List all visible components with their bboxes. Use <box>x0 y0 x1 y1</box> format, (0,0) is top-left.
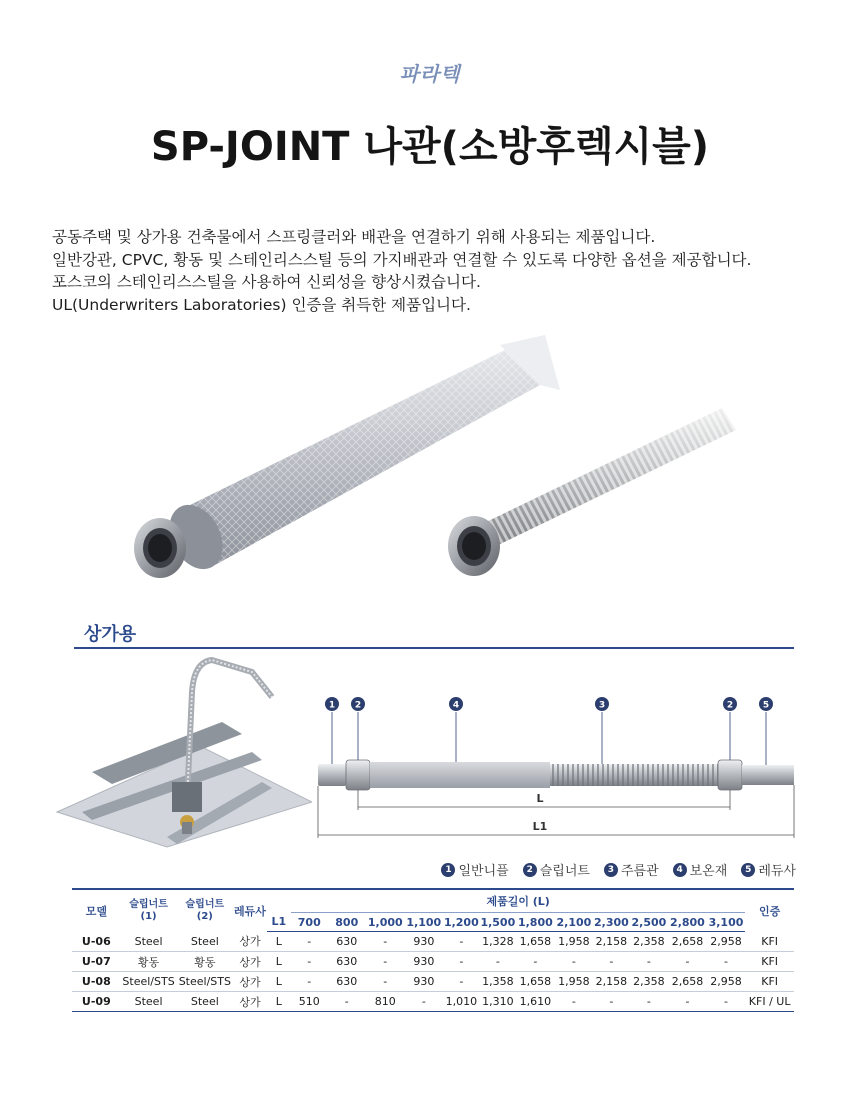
length-cell: 1,958 <box>555 972 594 992</box>
legend-number-icon: 5 <box>741 863 755 877</box>
description-line: 공동주택 및 상가용 건축물에서 스프링클러와 배관을 연결하기 위해 사용되는 제품입니다. <box>52 228 656 246</box>
certification-cell: KFI <box>745 952 794 972</box>
certification-cell: KFI <box>745 932 794 952</box>
length-cell: - <box>630 992 669 1012</box>
reducer-part <box>742 765 794 785</box>
blank-header <box>267 889 291 913</box>
part-marker-label: 5 <box>762 700 770 711</box>
length-cell: 1,328 <box>480 932 517 952</box>
slip-nut-left-part <box>346 760 370 790</box>
length-cell: 810 <box>366 992 405 1012</box>
dimension-L1: L1 <box>532 820 548 833</box>
length-cell: 2,958 <box>707 972 746 992</box>
part-marker-label: 1 <box>328 700 336 711</box>
length-header: 2,800 <box>668 913 707 932</box>
description-line: 포스코의 스테인리스스틸을 사용하여 신뢰성을 향상시켰습니다. <box>52 273 481 291</box>
certification-header: 인증 <box>759 904 781 918</box>
legend-number-icon: 1 <box>441 863 455 877</box>
length-cell: 1,010 <box>443 992 480 1012</box>
length-cell: - <box>593 992 630 1012</box>
length-cell: - <box>707 952 746 972</box>
reducer-cell: 상가 <box>233 992 266 1012</box>
slip-nut-1-cell: 황동 <box>121 952 177 972</box>
length-cell: L <box>267 932 291 952</box>
description-line: 일반강관, CPVC, 황동 및 스테인리스스틸 등의 가지배관과 연결할 수 있도록 다양한 옵션을 제공합니다. <box>52 250 752 269</box>
l1-header: L1 <box>267 913 291 932</box>
general-nipple-part <box>318 764 346 786</box>
table-row <box>72 972 794 992</box>
slip-nut-2-cell: Steel <box>176 992 233 1012</box>
length-cell: - <box>630 952 669 972</box>
length-cell: 2,158 <box>593 972 630 992</box>
slip-nut-1-header: 슬립너트 (1) <box>129 898 168 922</box>
length-cell: 1,658 <box>516 972 555 992</box>
reducer-header: 레듀사 <box>234 904 266 918</box>
section-title: 상가용 <box>84 624 137 645</box>
length-cell: 630 <box>328 932 367 952</box>
length-cell: 930 <box>405 932 444 952</box>
model-header: 모델 <box>85 904 107 918</box>
part-marker-label: 2 <box>726 700 734 711</box>
legend-number-icon: 2 <box>523 863 537 877</box>
length-header: 2,300 <box>593 913 630 932</box>
length-header: 800 <box>328 913 367 932</box>
part-marker <box>325 697 339 711</box>
part-marker <box>595 697 609 711</box>
part-marker <box>759 697 773 711</box>
length-cell: L <box>267 952 291 972</box>
length-cell: - <box>291 952 328 972</box>
length-group-header: 제품길이 (L) <box>291 889 745 913</box>
length-header: 1,100 <box>405 913 444 932</box>
slip-nut-1-cell: Steel/STS <box>121 972 177 992</box>
length-cell: 2,658 <box>668 972 707 992</box>
length-cell: - <box>443 952 480 972</box>
legend-label: 슬립너트 <box>539 864 590 879</box>
slip-nut-2-cell: Steel <box>176 932 233 952</box>
length-cell: - <box>405 992 444 1012</box>
legend-label: 보온재 <box>689 864 728 879</box>
dimension-L: L <box>536 792 544 805</box>
slip-nut-right-part <box>718 760 742 790</box>
parts-legend <box>440 860 796 879</box>
length-cell: - <box>707 992 746 1012</box>
part-marker <box>351 697 365 711</box>
length-cell: - <box>366 972 405 992</box>
length-header: 2,500 <box>630 913 669 932</box>
length-cell: - <box>443 972 480 992</box>
slip-nut-2-cell: Steel/STS <box>176 972 233 992</box>
length-cell: - <box>555 952 594 972</box>
length-cell: 2,658 <box>668 932 707 952</box>
length-cell: L <box>267 972 291 992</box>
part-marker <box>723 697 737 711</box>
legend-item <box>741 860 796 879</box>
length-cell: - <box>480 952 517 972</box>
corrugated-hose-image <box>448 408 736 576</box>
legend-label: 주름관 <box>620 864 659 879</box>
length-cell: 2,358 <box>630 932 669 952</box>
length-cell: - <box>668 992 707 1012</box>
slip-nut-2-cell: 황동 <box>176 952 233 972</box>
assembly-diagram <box>312 690 802 850</box>
length-header: 2,100 <box>555 913 594 932</box>
certification-cell: KFI / UL <box>745 992 794 1012</box>
model-cell: U-08 <box>72 972 121 992</box>
length-cell: 510 <box>291 992 328 1012</box>
page-title: SP-JOINT 나관(소방후렉시블) <box>150 124 710 170</box>
certification-cell: KFI <box>745 972 794 992</box>
length-cell: - <box>443 932 480 952</box>
length-cell: 2,358 <box>630 972 669 992</box>
table-row <box>72 992 794 1012</box>
table-row <box>72 932 794 952</box>
reducer-cell: 상가 <box>233 932 266 952</box>
product-description <box>52 226 842 316</box>
part-marker <box>449 697 463 711</box>
length-cell: - <box>516 952 555 972</box>
legend-label: 일반니플 <box>458 864 509 879</box>
insulation-part <box>370 762 550 788</box>
length-cell: 1,610 <box>516 992 555 1012</box>
length-cell: 930 <box>405 952 444 972</box>
installation-illustration <box>52 652 312 852</box>
length-header: 1,000 <box>366 913 405 932</box>
legend-item <box>673 860 728 879</box>
legend-item <box>604 860 659 879</box>
length-header: 1,800 <box>516 913 555 932</box>
length-cell: - <box>366 952 405 972</box>
length-cell: - <box>555 992 594 1012</box>
legend-number-icon: 4 <box>673 863 687 877</box>
table-row <box>72 952 794 972</box>
model-cell: U-06 <box>72 932 121 952</box>
product-hero-image <box>0 330 860 600</box>
slip-nut-1-cell: Steel <box>121 932 177 952</box>
model-cell: U-09 <box>72 992 121 1012</box>
length-cell: 930 <box>405 972 444 992</box>
description-line: UL(Underwriters Laboratories) 인증을 취득한 제품입니다. <box>52 295 471 314</box>
length-header: 1,500 <box>480 913 517 932</box>
length-cell: - <box>291 932 328 952</box>
length-cell: - <box>668 952 707 972</box>
length-cell: - <box>328 992 367 1012</box>
slip-nut-1-cell: Steel <box>121 992 177 1012</box>
reducer-cell: 상가 <box>233 972 266 992</box>
legend-label: 레듀사 <box>758 864 796 879</box>
length-header: 700 <box>291 913 328 932</box>
model-cell: U-07 <box>72 952 121 972</box>
legend-number-icon: 3 <box>604 863 618 877</box>
length-cell: 630 <box>328 952 367 972</box>
part-marker-label: 2 <box>354 700 362 711</box>
length-cell: 2,158 <box>593 932 630 952</box>
length-cell: 1,310 <box>480 992 517 1012</box>
length-cell: 630 <box>328 972 367 992</box>
length-cell: - <box>291 972 328 992</box>
part-marker-label: 3 <box>598 700 606 711</box>
length-cell: - <box>366 932 405 952</box>
spec-table <box>72 888 794 1012</box>
part-marker-label: 4 <box>452 700 460 711</box>
legend-item <box>441 860 508 879</box>
length-cell: 1,958 <box>555 932 594 952</box>
legend-item <box>523 860 590 879</box>
length-cell: - <box>593 952 630 972</box>
section-divider <box>74 647 794 649</box>
length-cell: L <box>267 992 291 1012</box>
brand-name: 파라텍 <box>399 62 461 86</box>
length-header: 3,100 <box>707 913 746 932</box>
reducer-cell: 상가 <box>233 952 266 972</box>
length-cell: 1,658 <box>516 932 555 952</box>
length-cell: 1,358 <box>480 972 517 992</box>
length-header: 1,200 <box>443 913 480 932</box>
slip-nut-2-header: 슬립너트 (2) <box>185 898 225 922</box>
length-cell: 2,958 <box>707 932 746 952</box>
